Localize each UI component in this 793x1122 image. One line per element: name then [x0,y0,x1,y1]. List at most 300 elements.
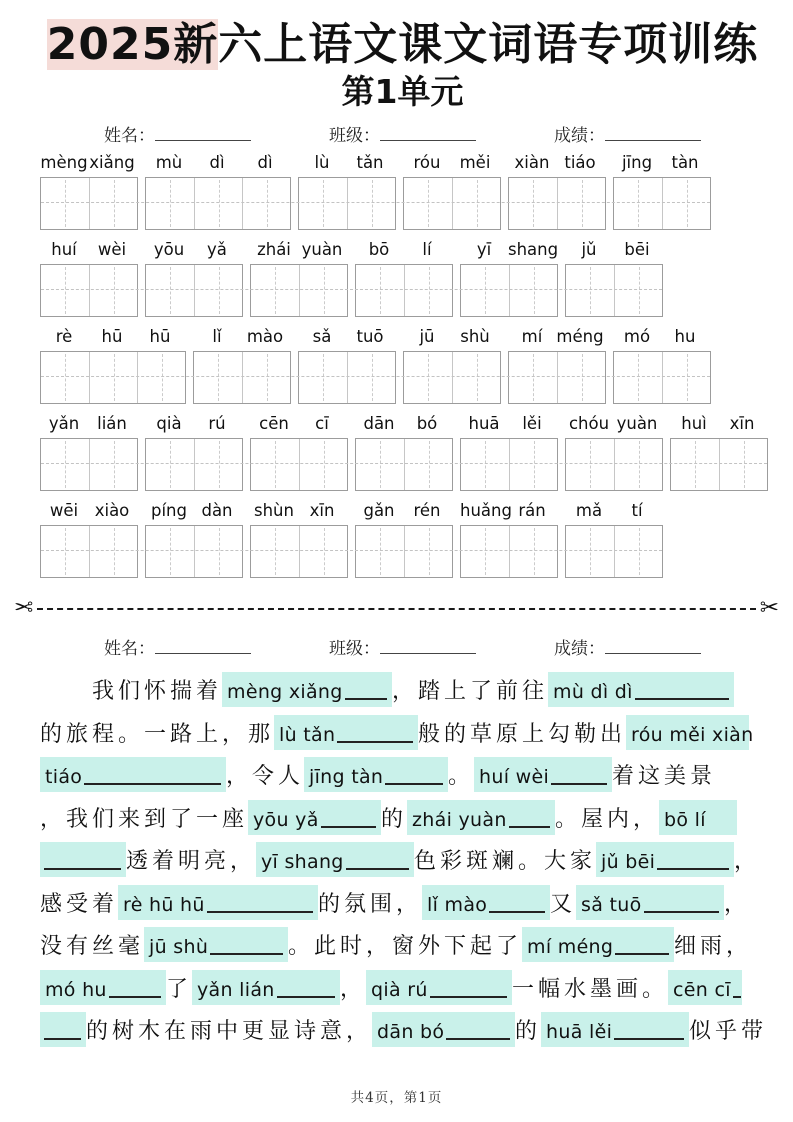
pinyin-syllable: shù [460,326,490,346]
pinyin-labels [40,239,138,264]
writing-grid-group [298,351,396,404]
passage-text: 细雨， [674,934,753,960]
fill-blank [366,970,512,1005]
pinyin-syllable: huā [468,413,500,433]
passage-text: 般的草原上勾勒出 [418,721,627,747]
blank-pinyin: lǐ mào [427,893,488,916]
fill-blank [422,885,550,920]
pinyin-writing-section [40,152,765,578]
blank-pinyin: zhái yuàn [412,808,507,831]
pinyin-syllable: róu [413,152,441,172]
word-group [145,413,243,491]
pinyin-labels [40,413,138,438]
blank-underline [321,826,376,828]
blank-pinyin: mó hu [45,978,107,1001]
word-group [40,500,138,578]
word-group [565,239,663,317]
pinyin-syllable: lù [314,152,330,172]
writing-grid-group [40,351,186,404]
passage-text: 一幅水墨画。 [512,976,669,1002]
writing-grid-box [557,178,605,229]
pinyin-labels [250,239,348,264]
pinyin-labels [40,326,186,351]
name-field [104,634,251,659]
blank-pinyin: tiáo [45,766,83,789]
pinyin-syllable: shang [508,239,559,259]
class-label: 班级： [329,125,380,146]
pinyin-syllable: xiǎng [89,152,135,172]
writing-grid-box [41,352,89,403]
writing-grid-box [41,178,89,229]
fill-blank [40,970,166,1005]
pinyin-syllable: jū [419,326,435,346]
blank-pinyin: mí méng [527,936,614,959]
writing-grid-box [614,439,662,490]
name-label: 姓名： [104,638,155,659]
word-group [355,239,453,317]
pinyin-labels [403,152,501,177]
writing-grid-box [404,439,452,490]
writing-grid-group [403,351,501,404]
writing-grid-group [355,525,453,578]
blank-underline [207,911,313,913]
pinyin-row [40,239,765,317]
word-group [613,326,711,404]
pinyin-labels [508,152,606,177]
writing-grid-group [250,438,348,491]
writing-grid-group [508,177,606,230]
passage-text: 的氛围， [318,891,423,917]
word-group [508,326,606,404]
pinyin-syllable: hū [149,326,171,346]
writing-grid-group [145,438,243,491]
fill-blank [40,1012,86,1047]
fill-blank [192,970,340,1005]
pinyin-syllable: tàn [671,152,699,172]
writing-grid-group [613,177,711,230]
pinyin-syllable: yǎn [48,413,80,433]
blank-underline [657,868,729,870]
fill-blank [256,842,414,877]
page-footer: 共4页，第1页 [350,1090,443,1106]
fill-blank [40,757,226,792]
passage-text: ， [734,849,761,875]
blank-underline [635,698,729,700]
writing-grid-band [40,152,711,230]
fill-blank [222,672,392,707]
writing-grid-box [89,352,137,403]
pinyin-syllable: dì [209,152,225,172]
writing-grid-box [299,178,347,229]
blank-underline [210,953,283,955]
word-group [403,326,501,404]
writing-grid-group [355,438,453,491]
blank-pinyin: mù dì dì [553,681,633,704]
passage-text: ，令人 [226,764,305,790]
writing-grid-box [404,265,452,316]
pinyin-labels [40,152,138,177]
writing-grid-box [146,526,194,577]
word-group [460,239,558,317]
pinyin-syllable: zhái [257,239,291,259]
pinyin-syllable: xiào [94,500,130,520]
pinyin-row [40,152,765,230]
writing-grid-box [614,352,662,403]
writing-grid-box [509,439,557,490]
name-blank-line [155,128,251,141]
writing-grid-box [566,439,614,490]
score-field [554,121,701,146]
pinyin-labels [145,239,243,264]
writing-grid-box [614,178,662,229]
fill-blank [541,1012,689,1047]
fill-blank [626,715,754,750]
pinyin-labels [355,239,453,264]
passage-text: 的 [381,806,408,832]
writing-grid-group [460,525,558,578]
word-group [613,152,711,230]
passage-text: 的树木在雨中更显诗意， [86,1019,373,1045]
passage-text: 的旅程。一路上，那 [40,721,275,747]
pinyin-row [40,326,765,404]
writing-grid-group [145,177,291,230]
writing-grid-band [40,239,663,317]
writing-grid-band [40,326,711,404]
blank-pinyin: jīng tàn [309,766,384,789]
pinyin-syllable: qià [156,413,182,433]
blank-underline [733,996,741,998]
pinyin-syllable: dàn [201,500,233,520]
pinyin-syllable: mèng [40,152,88,172]
scissors-icon: ✂ [14,595,34,622]
blank-pinyin: rè hū hū [123,893,205,916]
class-field [329,634,476,659]
pinyin-syllable: cī [315,413,329,433]
cut-dash-line [37,608,755,610]
writing-grid-group [145,264,243,317]
fill-blank [668,970,742,1005]
writing-grid-group [250,264,348,317]
pinyin-syllable: gǎn [363,500,395,520]
pinyin-syllable: bō [368,239,390,259]
pinyin-syllable: měi [459,152,491,172]
score-blank-line [605,128,701,141]
blank-underline [489,911,545,913]
word-group [460,413,558,491]
passage-line [40,924,765,967]
pinyin-labels [355,413,453,438]
pinyin-labels [613,152,711,177]
writing-grid-box [194,265,242,316]
writing-grid-box [299,352,347,403]
score-field [554,634,701,659]
pinyin-labels [613,326,711,351]
pinyin-row [40,413,765,491]
pinyin-labels [460,413,558,438]
writing-grid-box [299,265,347,316]
writing-grid-group [460,264,558,317]
writing-grid-group [403,177,501,230]
writing-grid-box [719,439,767,490]
blank-underline [44,1038,81,1040]
blank-underline [551,783,607,785]
writing-grid-band [40,500,663,578]
pinyin-syllable: dì [257,152,273,172]
passage-text: 我们怀揣着 [40,679,223,705]
pinyin-labels [145,500,243,525]
fill-blank [40,842,126,877]
word-group [40,326,186,404]
passage-text: 的 [515,1019,542,1045]
pinyin-syllable: píng [151,500,187,520]
pinyin-labels [565,500,663,525]
blank-pinyin: jǔ bēi [601,851,656,874]
writing-grid-box [137,352,185,403]
pinyin-labels [298,152,396,177]
fill-blank [407,800,555,835]
passage-text: 又 [550,891,577,917]
writing-grid-box [347,178,395,229]
writing-grid-box [509,526,557,577]
writing-grid-box [662,178,710,229]
passage-line [40,796,765,839]
writing-grid-box [662,352,710,403]
writing-grid-box [452,352,500,403]
writing-grid-group [355,264,453,317]
writing-grid-box [509,265,557,316]
passage-line [40,881,765,924]
name-field [104,121,251,146]
pinyin-syllable: bó [416,413,438,433]
passage-line [40,966,765,1009]
writing-grid-group [670,438,768,491]
writing-grid-box [194,178,242,229]
word-group [355,500,453,578]
pinyin-row [40,500,765,578]
class-label: 班级： [329,638,380,659]
writing-grid-box [299,526,347,577]
blank-pinyin: huā lěi [546,1021,613,1044]
writing-grid-box [89,265,137,316]
pinyin-syllable: mù [155,152,183,172]
blank-underline [277,996,335,998]
blank-pinyin: huí wèi [479,766,550,789]
class-blank-line [380,641,476,654]
passage-text: ， [724,891,751,917]
writing-grid-box [614,265,662,316]
word-group [355,413,453,491]
pinyin-labels [145,152,291,177]
pinyin-syllable: huǎng [460,500,512,520]
writing-grid-box [242,178,290,229]
writing-grid-box [299,439,347,490]
pinyin-syllable: sǎ [312,326,332,346]
passage-line [40,669,765,712]
pinyin-syllable: hū [101,326,123,346]
pinyin-syllable: xiàn [514,152,550,172]
page-title-rest: 六上语文课文词语专项训练 [218,19,759,70]
passage-line [40,754,765,797]
pinyin-syllable: cēn [259,413,289,433]
info-row-bottom [40,634,765,659]
fill-blank [474,757,612,792]
blank-pinyin: cēn cī [673,978,731,1001]
blank-underline [337,741,413,743]
pinyin-syllable: rén [413,500,441,520]
blank-underline [44,868,121,870]
pinyin-syllable: dān [363,413,395,433]
pinyin-labels [508,326,606,351]
pinyin-syllable: hu [674,326,696,346]
unit-subtitle: 第1单元 [341,71,464,111]
blank-pinyin: yōu yǎ [253,808,319,831]
writing-grid-box [242,352,290,403]
fill-blank [522,927,674,962]
word-group [145,152,291,230]
page-title-highlight: 2025新 [46,19,219,70]
blank-underline [84,783,221,785]
pinyin-syllable: huí [51,239,77,259]
word-group [145,239,243,317]
word-group [670,413,768,491]
writing-grid-group [250,525,348,578]
writing-grid-box [404,526,452,577]
writing-grid-group [40,264,138,317]
pinyin-syllable: rè [55,326,73,346]
class-blank-line [380,128,476,141]
writing-grid-group [193,351,291,404]
score-label: 成绩： [554,125,605,146]
passage-text: ，踏上了前往 [392,679,549,705]
blank-pinyin: dān bó [377,1021,445,1044]
fill-blank [274,715,418,750]
passage-line [40,839,765,882]
word-group [403,152,501,230]
blank-pinyin: yǎn lián [197,978,275,1001]
passage-text: 色彩斑斓。大家 [414,849,597,875]
pinyin-syllable: mí [521,326,543,346]
word-group [40,239,138,317]
writing-grid-box [461,526,509,577]
pinyin-labels [460,239,558,264]
word-group [565,500,663,578]
writing-grid-box [251,265,299,316]
pinyin-syllable: rú [208,413,226,433]
writing-grid-box [89,526,137,577]
pinyin-syllable: méng [556,326,604,346]
pinyin-syllable: yuàn [616,413,658,433]
blank-underline [345,698,387,700]
pinyin-syllable: tǎn [356,152,384,172]
pinyin-labels [193,326,291,351]
writing-grid-box [356,265,404,316]
pinyin-labels [250,413,348,438]
blank-pinyin: róu měi xiàn [631,723,754,746]
writing-grid-box [566,265,614,316]
pinyin-labels [298,326,396,351]
writing-grid-box [194,352,242,403]
pinyin-syllable: yǎ [207,239,227,259]
writing-grid-box [356,439,404,490]
pinyin-syllable: xīn [309,500,335,520]
writing-grid-group [460,438,558,491]
blank-underline [430,996,507,998]
pinyin-labels [670,413,768,438]
writing-grid-box [509,178,557,229]
blank-underline [446,1038,510,1040]
pinyin-syllable: lěi [522,413,542,433]
pinyin-labels [460,500,558,525]
word-group [250,413,348,491]
word-group [460,500,558,578]
cut-line [14,594,779,624]
fill-blank [659,800,737,835]
pinyin-syllable: wèi [97,239,127,259]
class-field [329,121,476,146]
blank-underline [346,868,409,870]
writing-grid-box [146,265,194,316]
pinyin-labels [565,413,663,438]
writing-grid-group [40,525,138,578]
word-group [565,413,663,491]
fill-blank [248,800,381,835]
pinyin-syllable: rán [518,500,546,520]
pinyin-syllable: yuàn [301,239,343,259]
writing-grid-group [40,177,138,230]
writing-grid-box [404,178,452,229]
blank-underline [385,783,443,785]
passage-text: 着这美景 [612,764,717,790]
blank-pinyin: yī shang [261,851,344,874]
passage-text: 似乎带 [689,1019,768,1045]
blank-underline [509,826,550,828]
score-label: 成绩： [554,638,605,659]
word-group [250,500,348,578]
word-group [298,152,396,230]
pinyin-syllable: xīn [729,413,755,433]
blank-underline [614,1038,684,1040]
blank-underline [109,996,161,998]
fill-blank [118,885,318,920]
scissors-icon: ✂ [759,595,779,622]
pinyin-syllable: tiáo [564,152,596,172]
pinyin-labels [355,500,453,525]
fill-blank [596,842,734,877]
fill-blank [576,885,724,920]
word-group [250,239,348,317]
pinyin-syllable: yī [476,239,492,259]
word-group [40,413,138,491]
pinyin-syllable: mǎ [575,500,603,520]
pinyin-syllable: jīng [621,152,653,172]
fill-blank [144,927,288,962]
passage-text: 。此时，窗外下起了 [288,934,523,960]
blank-pinyin: jū shù [149,936,209,959]
pinyin-syllable: chóu [568,413,610,433]
writing-grid-box [89,178,137,229]
pinyin-syllable: shùn [254,500,294,520]
name-blank-line [155,641,251,654]
word-group [508,152,606,230]
passage-text: ， [340,976,367,1002]
writing-grid-group [565,525,663,578]
word-group [298,326,396,404]
pinyin-labels [403,326,501,351]
writing-grid-box [89,439,137,490]
writing-grid-box [461,265,509,316]
fill-blank [304,757,448,792]
writing-grid-box [557,352,605,403]
